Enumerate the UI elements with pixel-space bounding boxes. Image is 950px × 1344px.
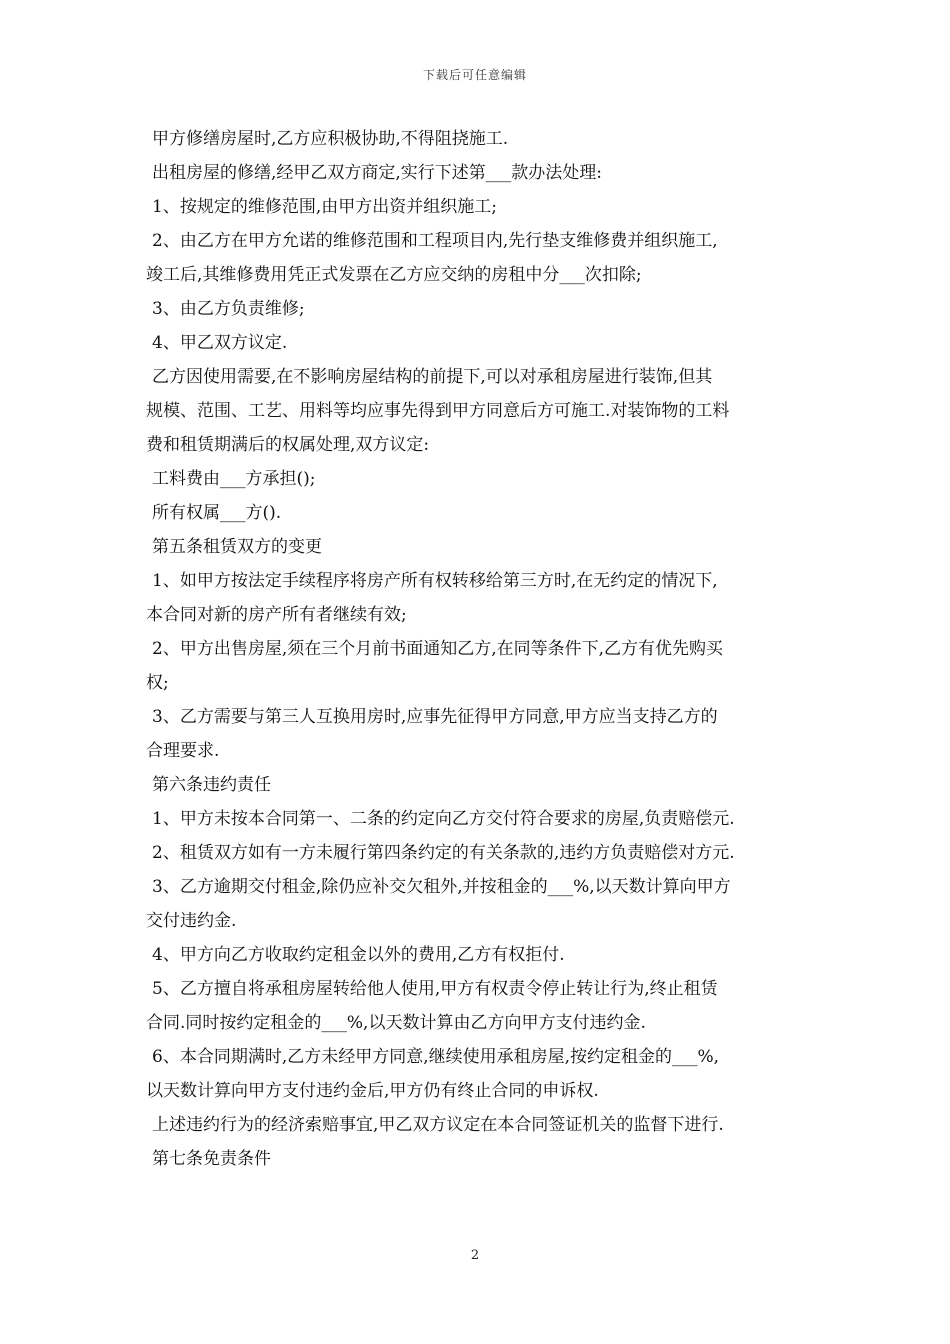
text-line: 费和租赁期满后的权属处理,双方议定: <box>146 435 430 455</box>
document-body <box>146 122 816 1176</box>
text-line: 第五条租赁双方的变更 <box>152 537 322 557</box>
text-line: 5、乙方擅自将承租房屋转给他人使用,甲方有权责令停止转让行为,终止租赁 <box>152 979 718 999</box>
text-line: 2、由乙方在甲方允诺的维修范围和工程项目内,先行垫支维修费并组织施工, <box>152 231 718 251</box>
text-line: 规模、范围、工艺、用料等均应事先得到甲方同意后方可施工.对装饰物的工料 <box>146 401 730 421</box>
text-line: 上述违约行为的经济索赔事宜,甲乙双方议定在本合同签证机关的监督下进行. <box>152 1115 724 1135</box>
text-line: 合理要求. <box>146 741 220 761</box>
text-line: 3、乙方需要与第三人互换用房时,应事先征得甲方同意,甲方应当支持乙方的 <box>152 707 718 727</box>
text-line: 竣工后,其维修费用凭正式发票在乙方应交纳的房租中分___次扣除; <box>146 265 642 285</box>
text-line: 6、本合同期满时,乙方未经甲方同意,继续使用承租房屋,按约定租金的___%, <box>152 1047 720 1067</box>
text-line: 出租房屋的修缮,经甲乙双方商定,实行下述第___款办法处理: <box>152 163 603 183</box>
text-line: 3、乙方逾期交付租金,除仍应补交欠租外,并按租金的___%,以天数计算向甲方 <box>152 877 731 897</box>
text-line: 工料费由___方承担(); <box>152 469 316 489</box>
text-line: 第七条免责条件 <box>152 1149 271 1169</box>
page-number: 2 <box>470 1248 480 1263</box>
text-line: 权; <box>146 673 169 693</box>
text-line: 1、甲方未按本合同第一、二条的约定向乙方交付符合要求的房屋,负责赔偿元. <box>152 809 735 829</box>
text-line: 第六条违约责任 <box>152 775 271 795</box>
text-line: 交付违约金. <box>146 911 237 931</box>
text-line: 4、甲乙双方议定. <box>152 333 288 353</box>
text-line: 1、如甲方按法定手续程序将房产所有权转移给第三方时,在无约定的情况下, <box>152 571 718 591</box>
text-line: 本合同对新的房产所有者继续有效; <box>146 605 407 625</box>
text-line: 所有权属___方(). <box>152 503 282 523</box>
text-line: 4、甲方向乙方收取约定租金以外的费用,乙方有权拒付. <box>152 945 565 965</box>
text-line: 3、由乙方负责维修; <box>152 299 305 319</box>
text-line: 2、甲方出售房屋,须在三个月前书面通知乙方,在同等条件下,乙方有优先购买 <box>152 639 724 659</box>
text-line: 甲方修缮房屋时,乙方应积极协助,不得阻挠施工. <box>152 129 509 149</box>
text-line: 2、租赁双方如有一方未履行第四条约定的有关条款的,违约方负责赔偿对方元. <box>152 843 735 863</box>
header-note: 下载后可任意编辑 <box>422 68 527 82</box>
text-line: 乙方因使用需要,在不影响房屋结构的前提下,可以对承租房屋进行装饰,但其 <box>152 367 713 387</box>
text-line: 合同.同时按约定租金的___%,以天数计算由乙方向甲方支付违约金. <box>146 1013 646 1033</box>
text-line: 1、按规定的维修范围,由甲方出资并组织施工; <box>152 197 497 217</box>
text-line: 以天数计算向甲方支付违约金后,甲方仍有终止合同的申诉权. <box>146 1081 599 1101</box>
